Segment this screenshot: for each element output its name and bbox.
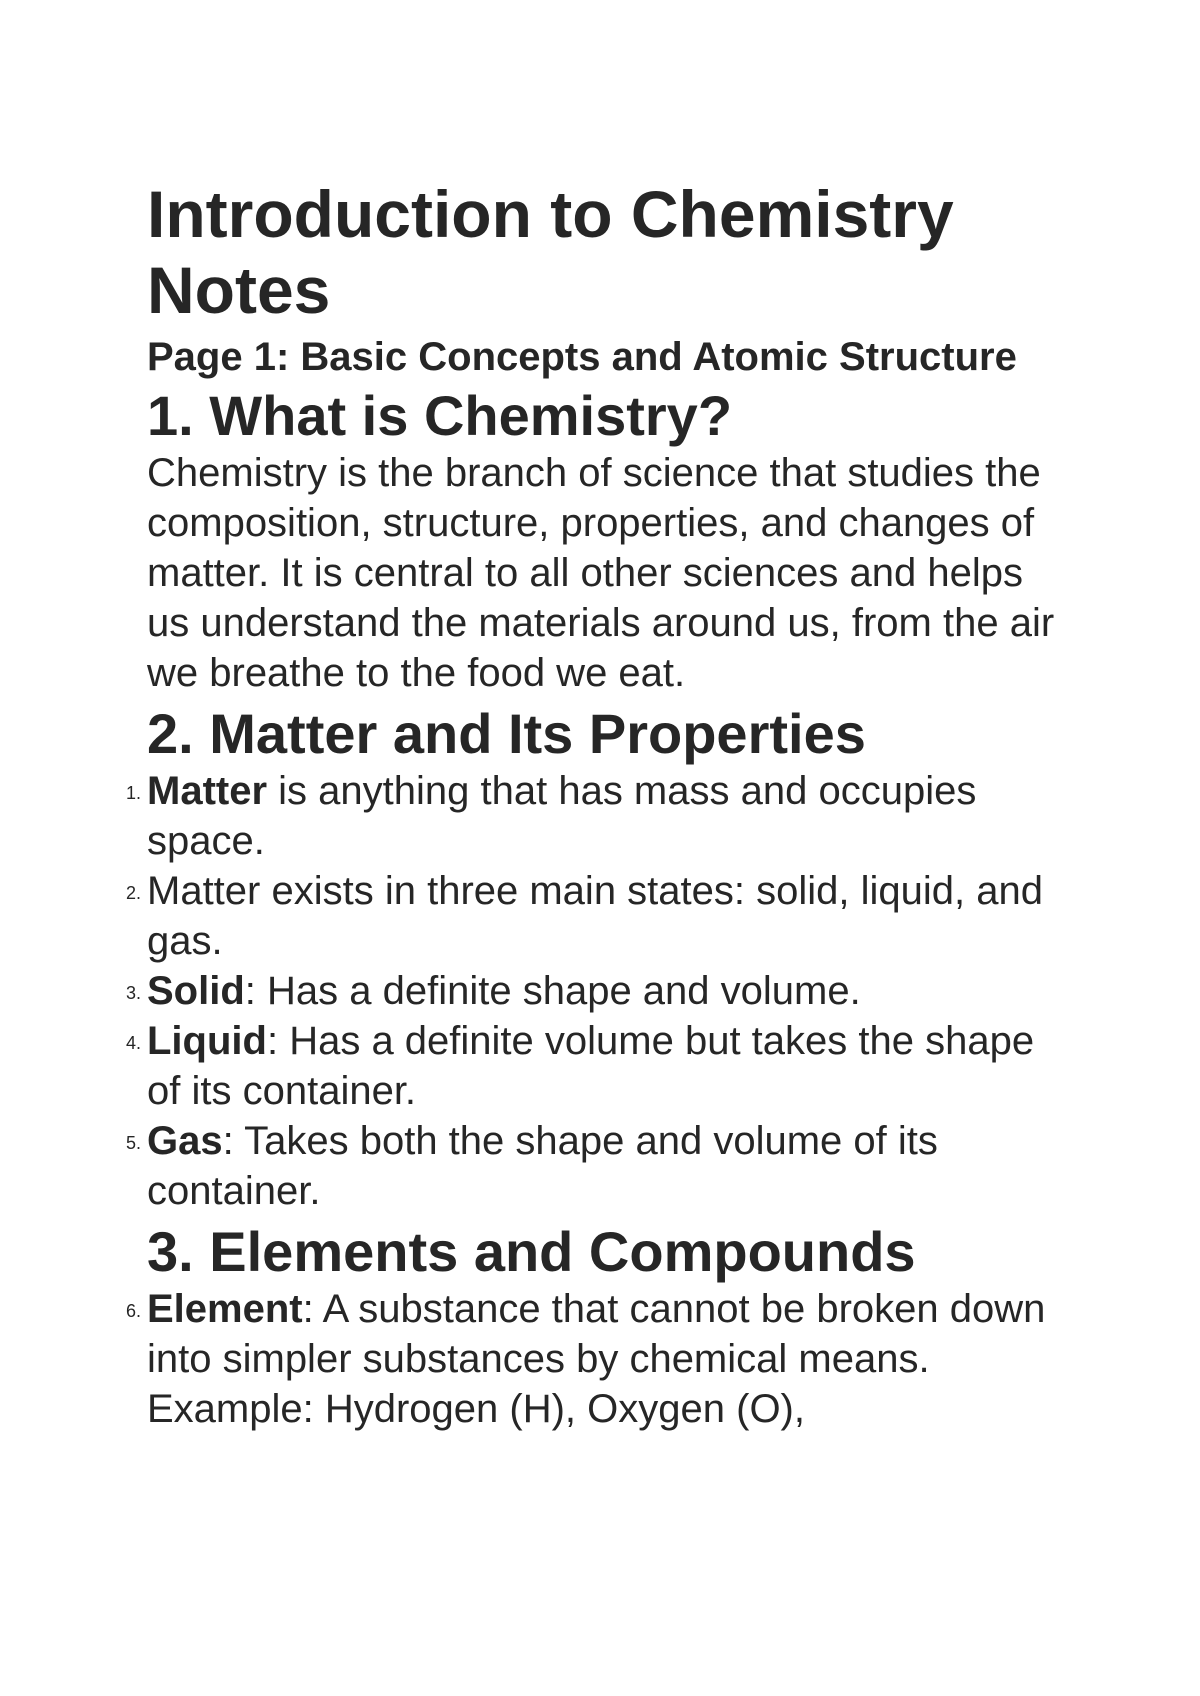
list-item-term: Liquid <box>147 1019 267 1063</box>
list-item-term: Matter <box>147 769 268 813</box>
list-item-term: Gas <box>147 1119 223 1163</box>
list-marker: 4. <box>125 1033 141 1053</box>
elements-compounds-list <box>125 1284 1067 1434</box>
list-item-text: is anything that has mass and occupies space. <box>147 769 977 863</box>
list-item <box>125 1116 1067 1216</box>
list-item <box>125 866 1067 966</box>
list-marker: 5. <box>125 1133 141 1153</box>
list-marker: 6. <box>125 1301 141 1321</box>
list-item-term: Solid <box>147 969 245 1013</box>
list-item-text: : A substance that cannot be broken down into simpler substances by chemical means. Example: Hydrogen (H), Oxygen (O), <box>147 1287 1046 1431</box>
matter-properties-list <box>125 766 1067 1216</box>
list-item <box>125 1284 1067 1434</box>
list-marker: 1. <box>125 783 141 803</box>
list-marker: 3. <box>125 983 141 1003</box>
list-item-text: : Has a definite shape and volume. <box>244 969 861 1013</box>
document-title: Introduction to Chemistry Notes <box>147 177 954 327</box>
list-item <box>125 1016 1067 1116</box>
list-marker: 2. <box>125 883 141 903</box>
list-item-text: : Takes both the shape and volume of its container. <box>147 1119 938 1213</box>
list-item-term: Element <box>147 1287 303 1331</box>
list-item-text: Matter exists in three main states: solid, liquid, and gas. <box>147 869 1043 963</box>
list-item <box>125 766 1067 866</box>
section-heading-elements-compounds: 3. Elements and Compounds <box>147 1220 916 1283</box>
section-paragraph: Chemistry is the branch of science that studies the composition, structure, properties, and changes of matter. It is central to all other sciences and helps us understand the materials around us, from the air we breathe to the food we eat. <box>147 451 1055 695</box>
section-heading-matter-properties: 2. Matter and Its Properties <box>147 702 866 765</box>
list-item <box>125 966 1067 1016</box>
section-heading-what-is-chemistry: 1. What is Chemistry? <box>147 384 733 447</box>
document-subtitle: Page 1: Basic Concepts and Atomic Structure <box>147 335 1017 379</box>
list-item-text: : Has a definite volume but takes the shape of its container. <box>147 1019 1035 1113</box>
document-page <box>125 176 1067 1434</box>
